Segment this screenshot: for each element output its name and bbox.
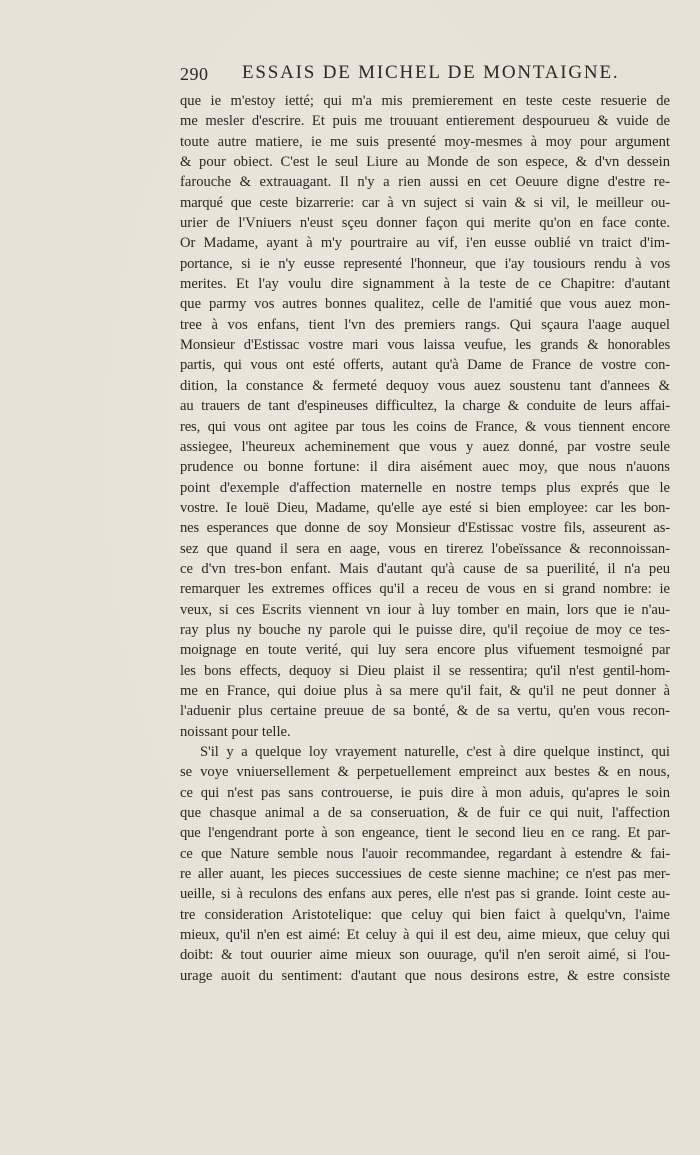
text-line: Or Madame, ayant à m'y pourtraire au vif, i'en eusse oublié vn traict d'im-: [180, 235, 670, 252]
text-line: nes esperances que donne de soy Monsieur d'Estissac vostre fils, asseurent as-: [180, 520, 670, 537]
text-line: que chasque animal a de sa conseruation, & de fuir ce qui nuit, l'affection: [180, 805, 670, 822]
text-line: remarquer les extremes offices qu'il a receu de vous en si grand nombre: ie: [180, 581, 670, 598]
text-line: re aller auant, les pieces successiues de ceste sienne machine; ce n'est pas mer-: [180, 866, 670, 883]
text-line: les bons effects, dequoy si Dieu plaist il se ressentira; qu'il n'est gentil-hom-: [180, 662, 670, 679]
text-line: urier de l'Vniuers n'eust sçeu donner façon qui merite qu'on en face conte.: [180, 215, 670, 232]
text-line: vostre. Ie louë Dieu, Madame, qu'elle aye esté si bien employee: car les bon-: [180, 499, 670, 516]
text-line: assiegee, l'heureux acheminement que vous y auez donné, par vostre seule: [180, 438, 670, 455]
text-line: marqué que ceste bizarrerie: car à vn suject si vain & si vil, le meilleur ou-: [180, 194, 670, 211]
body-text: [180, 91, 670, 986]
text-line: prudence ou bonne fortune: il dira aisément auec moy, que nous n'auons: [180, 459, 670, 476]
text-line: mieux, qu'il n'en est aimé: Et celuy à qui il est deu, aime mieux, que celuy qui: [180, 927, 670, 944]
text-line: toute autre matiere, ie me suis presenté moy-mesmes à moy pour argument: [180, 133, 670, 150]
text-line: S'il y a quelque loy vrayement naturelle, c'est à dire quelque instinct, qui: [200, 744, 670, 760]
text-line: farouche & extrauagant. Il n'y a rien aussi en cet Oeuure digne d'estre re-: [180, 174, 670, 191]
text-line: & pour obiect. C'est le seul Liure au Monde de son espece, & d'vn dessein: [180, 154, 670, 171]
text-line: me en France, qui doiue plus à sa mere qu'il fait, & qu'il ne peut donner à: [180, 682, 670, 699]
text-line: Monsieur d'Estissac vostre mari vous laissa veufue, les grands & honorables: [180, 337, 670, 354]
text-line: dition, la constance & fermeté dequoy vous auez soustenu tant d'annees &: [180, 377, 670, 394]
text-line: que parmy vos autres bonnes qualitez, celle de l'amitié que vous auez mon-: [180, 296, 670, 313]
text-line: se voye vniuersellement & perpetuellement empreinct aux bestes & en nous,: [180, 764, 670, 781]
text-line: ce d'vn tres-bon enfant. Mais d'autant qu'à cause de sa puerilité, il n'a peu: [180, 560, 670, 577]
text-line: ce que Nature semble nous l'auoir recommandee, regardant à estendre & fai-: [180, 845, 670, 862]
text-line: point d'exemple d'affection maternelle en nostre temps plus exprés que le: [180, 479, 670, 496]
text-line: au trauers de tant d'espineuses difficultez, la charge & conduite de leurs affai-: [180, 398, 670, 415]
text-line: tree à vos enfans, tient l'vn des premiers rangs. Qui sçaura l'aage auquel: [180, 316, 670, 333]
text-line: tre consideration Aristotelique: que celuy qui bien faict à quelqu'vn, l'aime: [180, 906, 670, 923]
text-line: res, qui vous ont agitee par tous les coins de France, & vous tiennent encore: [180, 418, 670, 435]
text-line: que l'engendrant porte à son engeance, tient le second lieu en ce rang. Et par-: [180, 825, 670, 842]
text-line: sez que quand il sera en aage, vous en tirerez l'obeïssance & reconnoissan-: [180, 540, 670, 557]
page-number: 290: [180, 64, 209, 84]
text-line: ueille, si à reculons des enfans aux peres, elle n'est pas si grande. Ioint ceste au-: [180, 886, 670, 903]
text-line: veux, si ces Escrits viennent vn iour à luy tomber en main, lors que ie n'au-: [180, 601, 670, 618]
running-title: ESSAIS DE MICHEL DE MONTAIGNE.: [242, 62, 620, 83]
text-line: portance, si ie n'y eusse representé l'honneur, que i'ay tousiours rendu à vos: [180, 255, 670, 272]
text-line: que ie m'estoy ietté; qui m'a mis premierement en teste ceste resuerie de: [180, 93, 670, 109]
text-line: me mesler d'escrire. Et puis me trouuant entierement despourueu & vuide de: [180, 113, 670, 130]
text-line: merites. Et l'ay voulu dire signamment à la teste de ce Chapitre: d'autant: [180, 276, 670, 293]
text-line: partis, qui vous ont esté offerts, autant qu'à Dame de France de vostre con-: [180, 357, 670, 374]
text-line: noissant pour telle.: [180, 723, 291, 740]
text-line: ce qui n'est pas sans controuerse, ie puis dire à mon aduis, qu'apres le soin: [180, 784, 670, 801]
text-line: moignage en toute verité, qui luy sera encore plus vifuement tesmoigné par: [180, 642, 670, 659]
text-line: doibt: & tout ouurier aime mieux son ouurage, qu'il n'en seroit aimé, si l'ou-: [180, 947, 670, 964]
text-line: ray plus ny bouche ny parole qui le puisse dire, qu'il reçoiue de moy ce tes-: [180, 621, 670, 638]
page-header: [180, 62, 648, 90]
text-line: l'aduenir plus certaine preuue de sa bonté, & de sa vertu, qu'en vous recon-: [180, 703, 670, 720]
text-line: urage auoit du sentiment: d'autant que nous desirons estre, & estre consiste: [180, 967, 670, 984]
